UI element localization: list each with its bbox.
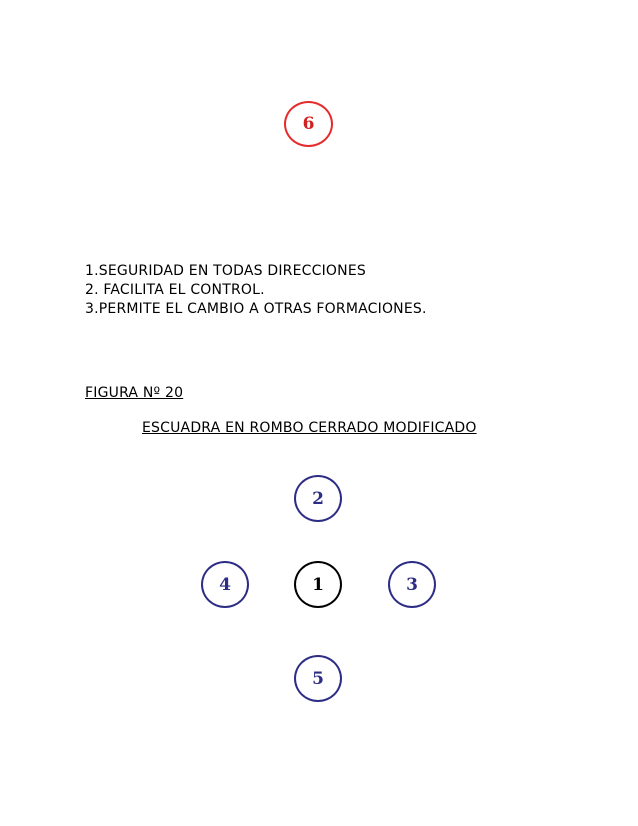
position-circle-4 xyxy=(201,561,249,608)
position-circle-2 xyxy=(294,475,342,522)
position-number: 2 xyxy=(312,488,324,509)
position-circle-3 xyxy=(388,561,436,608)
list-item: 1.SEGURIDAD EN TODAS DIRECCIONES xyxy=(85,263,366,279)
figure-label: FIGURA Nº 20 xyxy=(85,385,184,401)
position-number: 3 xyxy=(406,574,418,595)
list-item: 2. FACILITA EL CONTROL. xyxy=(85,282,265,298)
advantages-list xyxy=(85,262,427,319)
position-number: 5 xyxy=(312,668,324,689)
position-number: 1 xyxy=(312,574,324,595)
figure-title: ESCUADRA EN ROMBO CERRADO MODIFICADO xyxy=(142,420,477,436)
position-circle-5 xyxy=(294,655,342,702)
page-number: 6 xyxy=(302,114,315,134)
position-number: 4 xyxy=(219,574,231,595)
list-item: 3.PERMITE EL CAMBIO A OTRAS FORMACIONES. xyxy=(85,301,427,317)
position-circle-1 xyxy=(294,561,342,608)
page-number-circle xyxy=(284,101,333,147)
